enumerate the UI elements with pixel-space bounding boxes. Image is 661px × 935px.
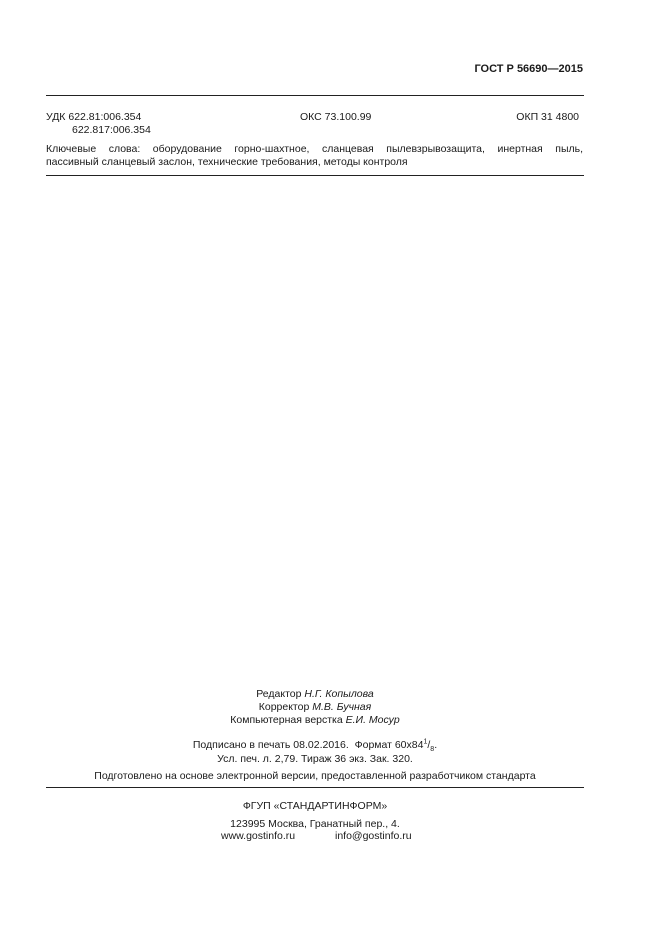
publisher-website[interactable]: www.gostinfo.ru (221, 830, 296, 842)
signed-text: Подписано в печать 08.02.2016. (192, 739, 349, 751)
keywords-line-2: пассивный сланцевый заслон, технические требования, методы контроля (46, 156, 408, 168)
corrector-line (46, 701, 584, 713)
editor-line (46, 688, 584, 700)
udk-label: УДК (46, 111, 66, 123)
keywords-line-1: Ключевые слова: оборудование горно-шахтное, сланцевая пылевзрывозащита, инертная пыль, (46, 143, 583, 155)
udk-code-2: 622.817:006.354 (72, 124, 151, 136)
layout-line (46, 714, 584, 726)
print-line: Усл. печ. л. 2,79. Тираж 36 экз. Зак. 320. (217, 753, 413, 765)
layout-name: Е.И. Мосур (345, 714, 400, 726)
corrector-label: Корректор (258, 701, 310, 713)
layout-label: Компьютерная верстка (230, 714, 343, 726)
signed-line (46, 738, 584, 754)
keywords-rule (46, 175, 584, 176)
udk-value-1: 622.81:006.354 (68, 111, 142, 123)
format-sup: 1 (423, 738, 428, 746)
format-slash: / (427, 739, 431, 751)
oks-code: ОКС 73.100.99 (300, 111, 372, 123)
publisher-email[interactable]: info@gostinfo.ru (335, 830, 412, 842)
prepared-line: Подготовлено на основе электронной версии, предоставленной разработчиком стандарта (94, 770, 536, 782)
corrector-name: М.В. Бучная (312, 701, 372, 713)
editor-name: Н.Г. Копылова (304, 688, 374, 700)
publisher-name: ФГУП «СТАНДАРТИНФОРМ» (242, 800, 388, 812)
format-text: Формат 60x84 (354, 739, 424, 751)
bottom-rule (46, 787, 584, 788)
publisher-address: 123995 Москва, Гранатный пер., 4. (230, 818, 400, 830)
editor-label: Редактор (256, 688, 302, 700)
udk-code-1 (46, 111, 141, 123)
format-end: . (434, 739, 438, 751)
format-sub: 8 (430, 746, 435, 754)
top-rule (46, 95, 584, 96)
standard-number: ГОСТ Р 56690—2015 (474, 63, 583, 75)
okp-code: ОКП 31 4800 (516, 111, 579, 123)
